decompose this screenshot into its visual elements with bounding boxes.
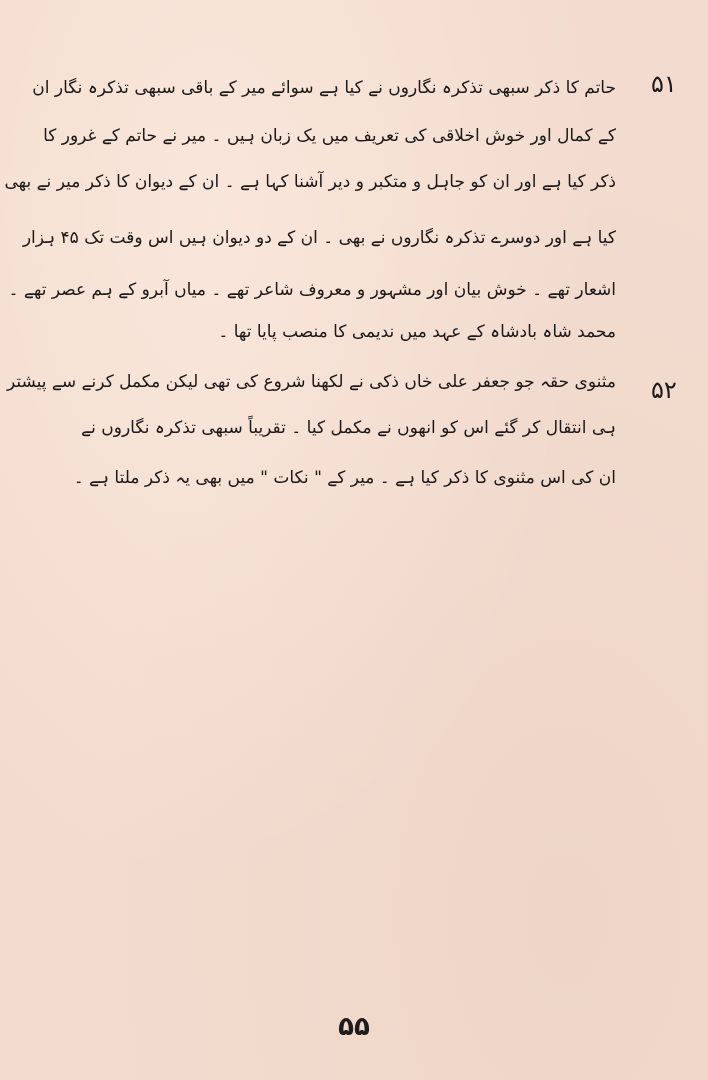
footnote-line: کیا ہے اور دوسرے تذکرہ نگاروں نے بھی ۔ ان کے دو دیوان ہیں اس وقت تک ۴۵ ہزار [22, 228, 616, 248]
footnote-line: مثنوی حقہ جو جعفر علی خاں ذکی نے لکھنا شروع کی تھی لیکن مکمل کرنے سے پیشتر [6, 372, 616, 392]
footnote-number: ۵۱ [651, 70, 677, 98]
footnote-line: محمد شاہ بادشاہ کے عہد میں ندیمی کا منصب پایا تھا ۔ [218, 322, 616, 342]
footnote-number: ۵۲ [651, 376, 677, 404]
footnote-line: ان کی اس مثنوی کا ذکر کیا ہے ۔ میر کے " نکات " میں بھی یہ ذکر ملتا ہے ۔ [73, 468, 616, 488]
footnote-line: اشعار تھے ۔ خوش بیان اور مشہور و معروف شاعر تھے ۔ میاں آبرو کے ہم عصر تھے ۔ [8, 280, 616, 300]
footnote-line: ہی انتقال کر گئے اس کو انھوں نے مکمل کیا ۔ تقریباً سبھی تذکرہ نگاروں نے [81, 418, 616, 438]
footnote-line: ذکر کیا ہے اور ان کو جاہل و متکبر و دیر آشنا کہا ہے ۔ ان کے دیوان کا ذکر میر نے بھی [4, 172, 616, 192]
page-number: ۵۵ [338, 1012, 370, 1042]
footnote-line: کے کمال اور خوش اخلاقی کی تعریف میں یک زبان ہیں ۔ میر نے حاتم کے غرور کا [43, 126, 616, 146]
footnote-line: حاتم کا ذکر سبھی تذکرہ نگاروں نے کیا ہے سوائے میر کے باقی سبھی تذکرہ نگار ان [32, 78, 616, 98]
